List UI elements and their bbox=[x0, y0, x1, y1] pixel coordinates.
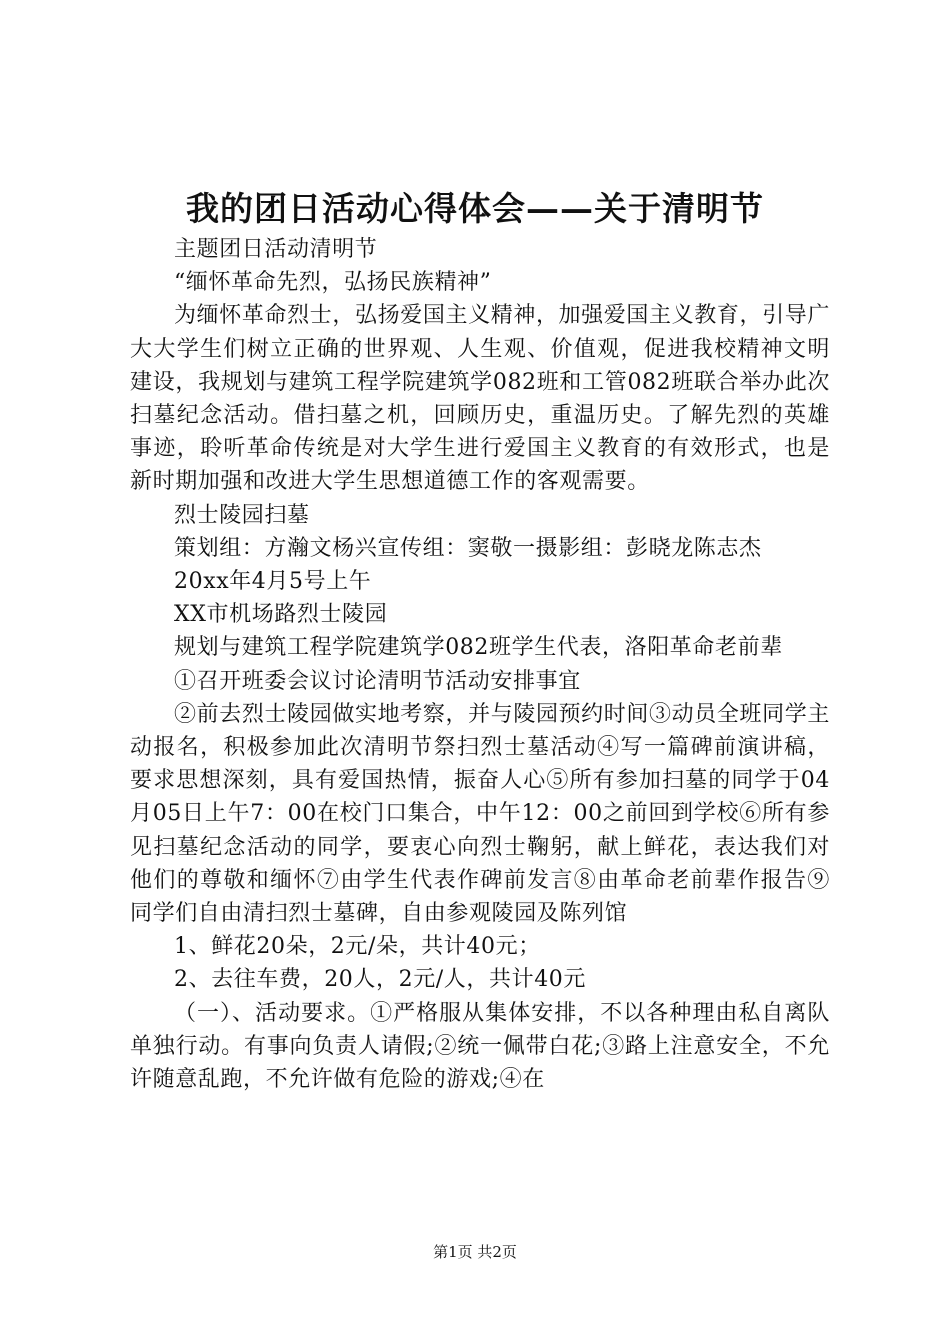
paragraph-time: 20xx年4月5号上午 bbox=[174, 569, 372, 595]
paragraph-step-1: ①召开班委会议讨论清明节活动安排事宜 bbox=[174, 668, 581, 694]
paragraph-purpose: 为缅怀革命烈士，弘扬爱国主义精神，加强爱国主义教育，引导广大大学生们树立正确的世界观、人生观、价值观，促进我校精神文明建设，我规划与建筑工程学院建筑学082班和工管082班联合举办此次扫墓纪念活动。借扫墓之机，回顾历史，重温历史。了解先烈的英雄事迹，聆听革命传统是对大学生进行爱国主义教育的有效形式，也是新时期加强和改进大学生思想道德工作的客观需要。 bbox=[130, 303, 830, 495]
paragraph-theme: 主题团日活动清明节 bbox=[174, 237, 378, 262]
paragraph-budget-transport: 2、去往车费，20人，2元/人，共计40元 bbox=[174, 967, 586, 993]
paragraph-slogan: “缅怀革命先烈，弘扬民族精神” bbox=[174, 270, 492, 296]
paragraph-requirements: （一）、活动要求。①严格服从集体安排，不以各种理由私自离队单独行动。有事向负责人请假;②统一佩带白花;③路上注意安全，不允许随意乱跑，不允许做有危险的游戏;④在 bbox=[130, 1000, 830, 1093]
paragraph-activity: 烈士陵园扫墓 bbox=[174, 502, 310, 528]
paragraph-location: XX市机场路烈士陵园 bbox=[174, 602, 388, 628]
document-title: 我的团日活动心得体会——关于清明节 bbox=[186, 189, 764, 228]
paragraph-budget-flowers: 1、鲜花20朵，2元/朵，共计40元； bbox=[174, 934, 541, 960]
paragraph-steps: ②前去烈士陵园做实地考察，并与陵园预约时间③动员全班同学主动报名，积极参加此次清明节祭扫烈士墓活动④写一篇碑前演讲稿，要求思想深刻，具有爱国热情，振奋人心⑤所有参加扫墓的同学于04月05日上午7：00在校门口集合，中午12：00之前回到学校⑥所有参见扫墓纪念活动的同学，要衷心向烈士鞠躬，献上鲜花，表达我们对他们的尊敬和缅怀⑦由学生代表作碑前发言⑧由革命老前辈作报告⑨同学们自由清扫烈士墓碑，自由参观陵园及陈列馆 bbox=[130, 701, 830, 927]
page-footer: 第1页 共2页 bbox=[433, 1243, 517, 1261]
paragraph-groups: 策划组：方瀚文杨兴宣传组：窦敬一摄影组：彭晓龙陈志杰 bbox=[174, 535, 762, 561]
document-body bbox=[130, 233, 830, 1096]
paragraph-participants: 规划与建筑工程学院建筑学082班学生代表，洛阳革命老前辈 bbox=[174, 635, 783, 661]
